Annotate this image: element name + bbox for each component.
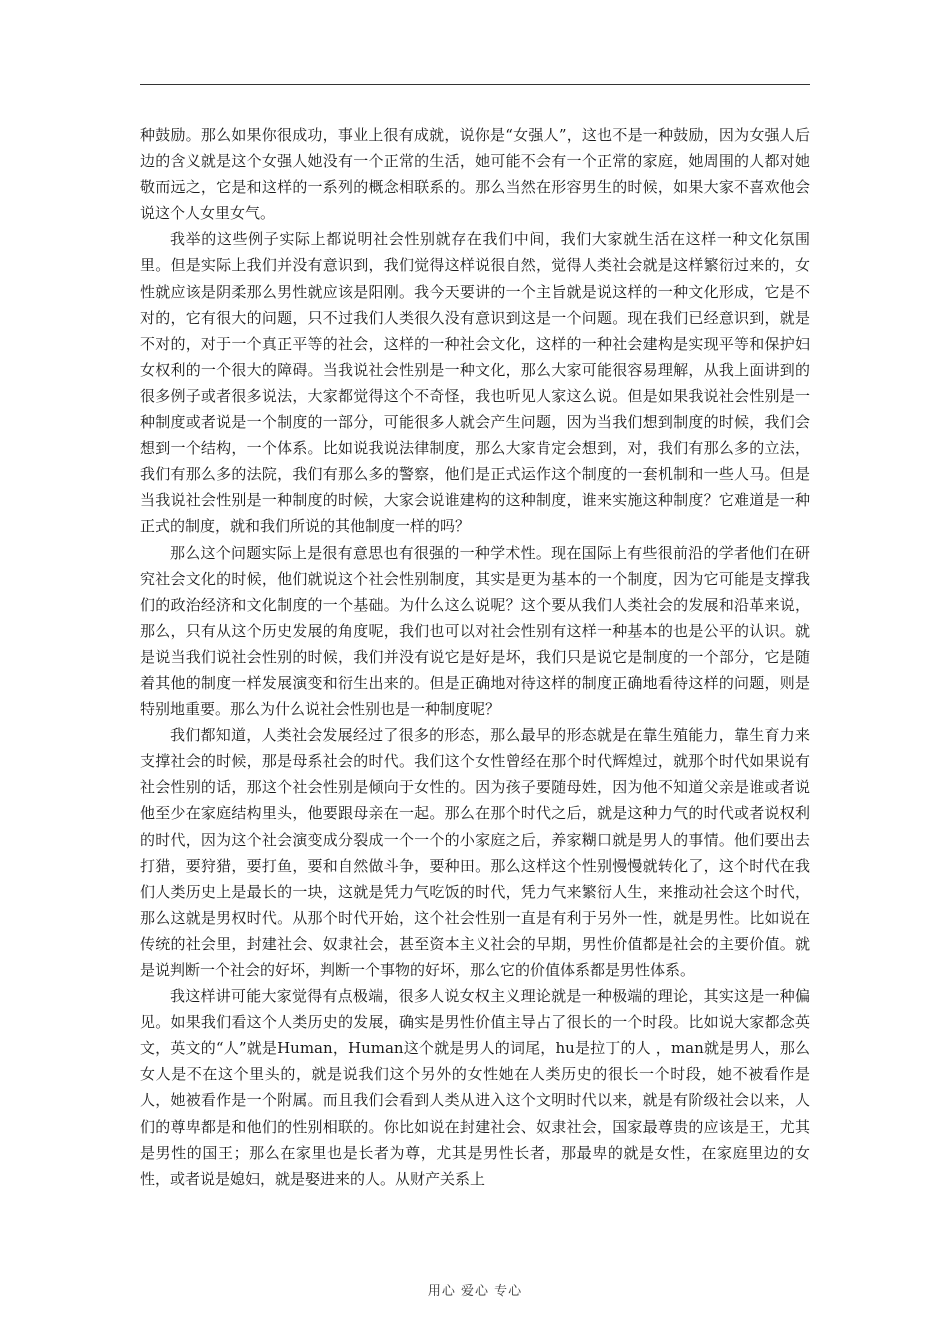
page-footer: 用心 爱心 专心	[427, 1284, 523, 1299]
paragraph: 我们都知道，人类社会发展经过了很多的形态，那么最早的形态就是在靠生殖能力，靠生育力来支撑社会的时候，那是母系社会的时代。我们这个女性曾经在那个时代辉煌过，就那个时代如果说有社会性别的话，那这个社会性别是倾向于女性的。因为孩子要随母姓，因为他不知道父亲是谁或者说他至少在家庭结构里头，他要跟母亲在一起。那么在那个时代之后，就是这种力气的时代或者说权利的时代，因为这个社会演变成分裂成一个一个的小家庭之后，养家糊口就是男人的事情。他们要出去打猎，要狩猎，要打鱼，要和自然做斗争，要种田。那么这样这个性别慢慢就转化了，这个时代在我们人类历史上是最长的一块，这就是凭力气吃饭的时代，凭力气来繁衍人生，来推动社会这个时代，那么这就是男权时代。从那个时代开始，这个社会性别一直是有利于另外一性，就是男性。比如说在传统的社会里，封建社会、奴隶社会，甚至资本主义社会的早期，男性价值都是社会的主要价值。就是说判断一个社会的好坏，判断一个事物的好坏，那么它的价值体系都是男性体系。	[140, 726, 810, 979]
paragraph: 那么这个问题实际上是很有意思也有很强的一种学术性。现在国际上有些很前沿的学者他们在研究社会文化的时候，他们就说这个社会性别制度，其实是更为基本的一个制度，因为它可能是支撑我们的政治经济和文化制度的一个基础。为什么这么说呢？这个要从我们人类社会的发展和沿革来说，那么，只有从这个历史发展的角度呢，我们也可以对社会性别有这样一种基本的也是公平的认识。就是说当我们说社会性别的时候，我们并没有说它是好是坏，我们只是说它是制度的一个部分，它是随着其他的制度一样发展演变和衍生出来的。但是正确地对待这样的制度正确地看待这样的问题，则是特别地重要。那么为什么说社会性别也是一种制度呢？	[140, 543, 810, 719]
header-rule	[140, 84, 810, 85]
paragraph-continued: 种鼓励。那么如果你很成功，事业上很有成就，说你是“女强人”，这也不是一种鼓励，因为女强人后边的含义就是这个女强人她没有一个正常的生活，她可能不会有一个正常的家庭，她周围的人都对她敬而远之，它是和这样的一系列的概念相联系的。那么当然在形容男生的时候，如果大家不喜欢他会说这个人女里女气。	[140, 126, 810, 223]
paragraph: 我举的这些例子实际上都说明社会性别就存在我们中间，我们大家就生活在这样一种文化氛围里。但是实际上我们并没有意识到，我们觉得这样说很自然，觉得人类社会就是这样繁衍过来的，女性就应该是阴柔那么男性就应该是阳刚。我今天要讲的一个主旨就是说这样的一种文化形成，它是不对的，它有很大的问题，只不过我们人类很久没有意识到这是一个问题。现在我们已经意识到，就是不对的，对于一个真正平等的社会，这样的一种社会文化，这样的一种社会建构是实现平等和保护妇女权利的一个很大的障碍。当我说社会性别是一种文化，那么大家可能很容易理解，从我上面讲到的很多例子或者很多说法，大家都觉得这个不奇怪，我也听见人家这么说。但是如果我说社会性别是一种制度或者说是一个制度的一部分，可能很多人就会产生问题，因为当我们想到制度的时候，我们会想到一个结构，一个体系。比如说我说法律制度，那么大家肯定会想到，对，我们有那么多的立法，我们有那么多的法院，我们有那么多的警察，他们是正式运作这个制度的一套机制和一些人马。但是当我说社会性别是一种制度的时候，大家会说谁建构的这种制度，谁来实施这种制度？它难道是一种正式的制度，就和我们所说的其他制度一样的吗？	[140, 230, 810, 536]
paragraph: 我这样讲可能大家觉得有点极端，很多人说女权主义理论就是一种极端的理论，其实这是一种偏见。如果我们看这个人类历史的发展，确实是男性价值主导占了很长的一个时段。比如说大家都念英文，英文的“人”就是Human，Human这个就是男人的词尾，hu是拉丁的人 ，man就是男人，那么女人是不在这个里头的，就是说我们这个另外的女性她在人类历史的很长一个时段，她不被看作是人，她被看作是一个附属。而且我们会看到人类从进入这个文明时代以来，就是有阶级社会以来，人们的尊卑都是和他们的性别相联的。你比如说在封建社会、奴隶社会，国家最尊贵的应该是王，尤其是男性的国王；那么在家里也是长者为尊，尤其是男性长者，那最卑的就是女性，在家庭里边的女性，或者说是媳妇，就是娶进来的人。从财产关系上	[140, 987, 810, 1188]
document-body	[140, 122, 810, 1192]
